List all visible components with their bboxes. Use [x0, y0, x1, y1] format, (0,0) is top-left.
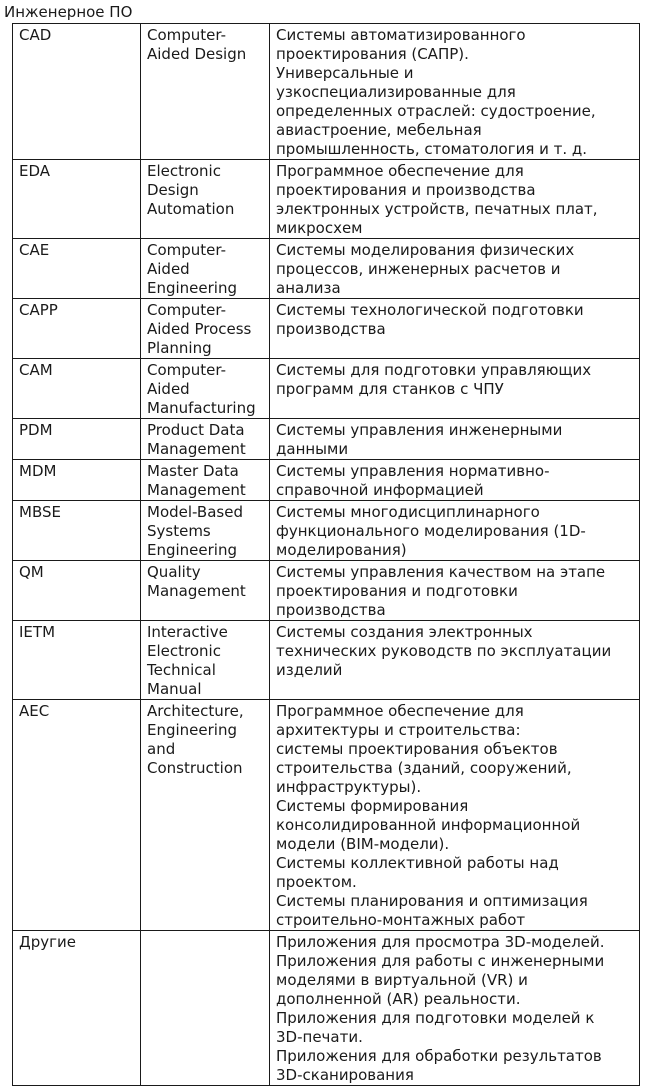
- abbreviation-cell: [13, 460, 141, 501]
- full-name-cell: [141, 160, 270, 239]
- description-line: архитектуры и строительства:: [276, 721, 521, 739]
- engineering-software-table: [12, 23, 640, 1086]
- abbreviation-cell: [13, 160, 141, 239]
- full-name-cell: [141, 24, 270, 160]
- description-line: Приложения для работы с инженерными: [276, 952, 605, 970]
- full-name-line: Design: [147, 181, 199, 199]
- description-line: Системы управления инженерными: [276, 421, 563, 439]
- description-line: Системы управления нормативно-: [276, 462, 550, 480]
- full-name-line: Product Data: [147, 421, 245, 439]
- full-name-cell: [141, 419, 270, 460]
- description-line: промышленность, стоматология и т. д.: [276, 140, 588, 158]
- description-cell: [270, 299, 640, 359]
- full-name-line: and: [147, 740, 176, 758]
- abbreviation-text: CAM: [19, 361, 53, 379]
- full-name-line: Model-Based: [147, 503, 243, 521]
- abbreviation-text: CAD: [19, 26, 52, 44]
- description-line: определенных отраслей: судостроение,: [276, 102, 596, 120]
- abbreviation-cell: [13, 299, 141, 359]
- abbreviation-text: MBSE: [19, 503, 61, 521]
- description-line: Приложения для обработки результатов: [276, 1047, 602, 1065]
- description-line: инфраструктуры).: [276, 778, 422, 796]
- description-line: строительства (зданий, сооружений,: [276, 759, 572, 777]
- abbreviation-text: QM: [19, 563, 44, 581]
- full-name-line: Management: [147, 440, 246, 458]
- abbreviation-text: Другие: [19, 933, 76, 951]
- description-cell: [270, 359, 640, 419]
- full-name-line: Engineering: [147, 721, 237, 739]
- full-name-line: Engineering: [147, 279, 237, 297]
- abbreviation-cell: [13, 239, 141, 299]
- description-line: узкоспециализированные для: [276, 83, 516, 101]
- full-name-line: Construction: [147, 759, 243, 777]
- description-line: процессов, инженерных расчетов и: [276, 260, 561, 278]
- description-line: проектом.: [276, 873, 357, 891]
- full-name-line: Aided Design: [147, 45, 247, 63]
- full-name-line: Electronic: [147, 162, 221, 180]
- table-body: [13, 24, 640, 1086]
- table-row: [13, 239, 640, 299]
- description-cell: [270, 24, 640, 160]
- description-cell: [270, 561, 640, 621]
- full-name-line: Planning: [147, 339, 212, 357]
- description-line: микросхем: [276, 219, 363, 237]
- full-name-line: Automation: [147, 200, 235, 218]
- description-cell: [270, 700, 640, 931]
- table-row: [13, 24, 640, 160]
- description-line: Приложения для подготовки моделей к: [276, 1009, 595, 1027]
- description-line: Системы формирования: [276, 797, 469, 815]
- full-name-cell: [141, 700, 270, 931]
- abbreviation-cell: [13, 561, 141, 621]
- full-name-cell: [141, 501, 270, 561]
- full-name-line: Aided: [147, 260, 190, 278]
- description-line: проектирования и производства: [276, 181, 536, 199]
- full-name-line: Electronic: [147, 642, 221, 660]
- abbreviation-text: PDM: [19, 421, 53, 439]
- description-line: авиастроение, мебельная: [276, 121, 482, 139]
- table-row: [13, 299, 640, 359]
- description-line: данными: [276, 440, 349, 458]
- description-line: Системы коллективной работы над: [276, 854, 559, 872]
- table-row: [13, 359, 640, 419]
- full-name-line: Interactive: [147, 623, 228, 641]
- full-name-line: Aided Process: [147, 320, 252, 338]
- full-name-line: Systems: [147, 522, 211, 540]
- description-line: Системы для подготовки управляющих: [276, 361, 592, 379]
- full-name-line: Aided: [147, 380, 190, 398]
- abbreviation-text: IETM: [19, 623, 56, 641]
- table-caption: Инженерное ПО: [4, 3, 133, 21]
- description-line: Программное обеспечение для: [276, 702, 524, 720]
- full-name-line: Computer-: [147, 301, 227, 319]
- description-line: программ для станков с ЧПУ: [276, 380, 504, 398]
- description-line: справочной информацией: [276, 481, 484, 499]
- abbreviation-cell: [13, 359, 141, 419]
- description-line: производства: [276, 320, 386, 338]
- abbreviation-cell: [13, 24, 141, 160]
- description-line: Системы управления качеством на этапе: [276, 563, 606, 581]
- description-line: производства: [276, 601, 386, 619]
- description-cell: [270, 501, 640, 561]
- full-name-line: Engineering: [147, 541, 237, 559]
- full-name-line: Technical: [147, 661, 216, 679]
- full-name-line: Computer-: [147, 26, 227, 44]
- description-cell: [270, 621, 640, 700]
- description-line: моделирования): [276, 541, 407, 559]
- description-line: электронных устройств, печатных плат,: [276, 200, 598, 218]
- table-row: [13, 419, 640, 460]
- description-line: Системы создания электронных: [276, 623, 533, 641]
- abbreviation-text: CAE: [19, 241, 50, 259]
- full-name-line: Computer-: [147, 241, 227, 259]
- description-line: проектирования (САПР).: [276, 45, 469, 63]
- description-line: технических руководств по эксплуатации: [276, 642, 612, 660]
- description-line: Системы планирования и оптимизация: [276, 892, 588, 910]
- description-cell: [270, 931, 640, 1086]
- abbreviation-text: CAPP: [19, 301, 58, 319]
- full-name-line: Management: [147, 481, 246, 499]
- description-line: системы проектирования объектов: [276, 740, 558, 758]
- table-row: [13, 160, 640, 239]
- description-line: 3D-печати.: [276, 1028, 363, 1046]
- description-line: консолидированной информационной: [276, 816, 581, 834]
- description-line: Приложения для просмотра 3D-моделей.: [276, 933, 605, 951]
- abbreviation-cell: [13, 700, 141, 931]
- table-row: [13, 501, 640, 561]
- full-name-cell: [141, 621, 270, 700]
- full-name-cell: [141, 299, 270, 359]
- abbreviation-text: EDA: [19, 162, 51, 180]
- full-name-line: Computer-: [147, 361, 227, 379]
- table-row: [13, 931, 640, 1086]
- abbreviation-cell: [13, 621, 141, 700]
- full-name-cell: [141, 460, 270, 501]
- full-name-line: Master Data: [147, 462, 239, 480]
- full-name-line: Management: [147, 582, 246, 600]
- description-line: изделий: [276, 661, 343, 679]
- full-name-cell: [141, 239, 270, 299]
- description-line: строительно-монтажных работ: [276, 911, 526, 929]
- abbreviation-cell: [13, 501, 141, 561]
- table-row: [13, 561, 640, 621]
- full-name-line: Architecture,: [147, 702, 244, 720]
- description-line: Системы автоматизированного: [276, 26, 526, 44]
- description-line: функционального моделирования (1D-: [276, 522, 586, 540]
- description-line: Универсальные и: [276, 64, 414, 82]
- full-name-line: Manufacturing: [147, 399, 256, 417]
- description-line: проектирования и подготовки: [276, 582, 518, 600]
- description-cell: [270, 460, 640, 501]
- full-name-cell: [141, 561, 270, 621]
- description-line: анализа: [276, 279, 341, 297]
- abbreviation-text: AEC: [19, 702, 50, 720]
- description-line: моделями в виртуальной (VR) и: [276, 971, 528, 989]
- table-row: [13, 700, 640, 931]
- description-line: Системы многодисциплинарного: [276, 503, 540, 521]
- abbreviation-cell: [13, 931, 141, 1086]
- description-line: Программное обеспечение для: [276, 162, 524, 180]
- description-cell: [270, 160, 640, 239]
- description-cell: [270, 239, 640, 299]
- description-cell: [270, 419, 640, 460]
- description-line: 3D-сканирования: [276, 1066, 414, 1084]
- full-name-line: Quality: [147, 563, 201, 581]
- full-name-cell: [141, 359, 270, 419]
- full-name-line: Manual: [147, 680, 202, 698]
- full-name-cell: [141, 931, 270, 1086]
- description-line: Системы моделирования физических: [276, 241, 575, 259]
- table-row: [13, 621, 640, 700]
- abbreviation-text: MDM: [19, 462, 57, 480]
- table-row: [13, 460, 640, 501]
- abbreviation-cell: [13, 419, 141, 460]
- description-line: дополненной (AR) реальности.: [276, 990, 521, 1008]
- description-line: модели (BIM-модели).: [276, 835, 450, 853]
- description-line: Системы технологической подготовки: [276, 301, 584, 319]
